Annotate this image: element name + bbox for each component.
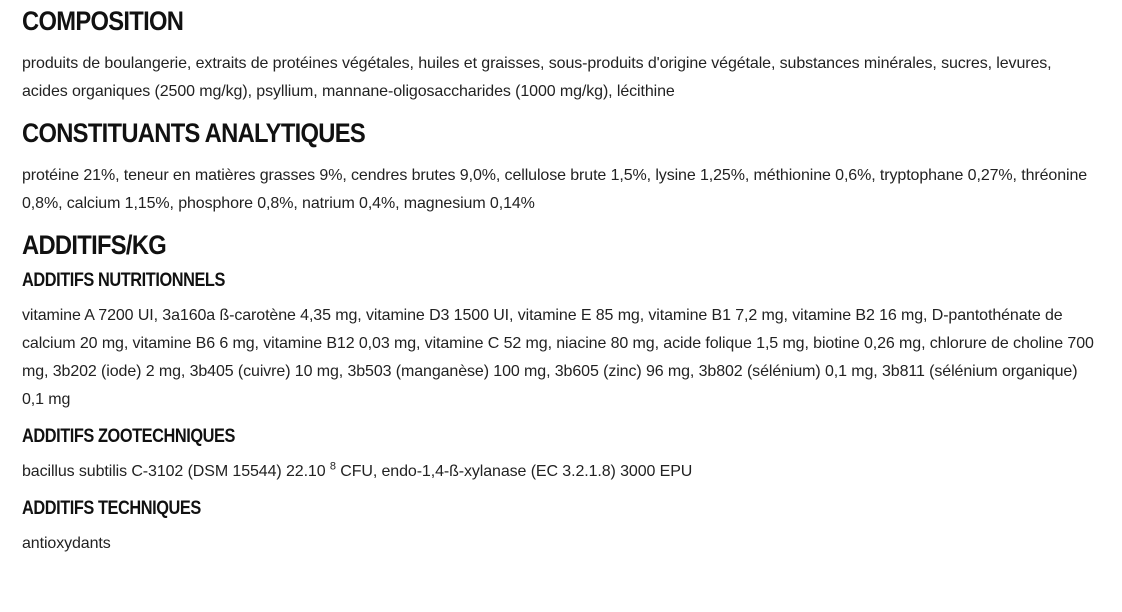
zootechnical-additives-subsection	[22, 425, 1100, 486]
nutritional-additives-text: vitamine A 7200 UI, 3a160a ß-carotène 4,35 mg, vitamine D3 1500 UI, vitamine E 85 mg, vitamine B1 7,2 mg, vitamine B2 16 mg, D-pantothénate de calcium 20 mg, vitamine B6 6 mg, vitamine B12 0,03 mg, vitamine C 52 mg, niacine 80 mg, acide folique 1,5 mg, biotine 0,26 mg, chlorure de choline 700 mg, 3b202 (iode) 2 mg, 3b405 (cuivre) 10 mg, 3b503 (manganèse) 100 mg, 3b605 (zinc) 96 mg, 3b802 (sélénium) 0,1 mg, 3b811 (sélénium organique) 0,1 mg	[22, 307, 1094, 408]
analytical-constituents-text: protéine 21%, teneur en matières grasses 9%, cendres brutes 9,0%, cellulose brute 1,5%, lysine 1,25%, méthionine 0,6%, tryptophane 0,27%, thréonine 0,8%, calcium 1,15%, phosphore 0,8%, natrium 0,4%, magnesium 0,14%	[22, 167, 1088, 212]
analytical-constituents-heading: CONSTITUANTS ANALYTIQUES	[22, 118, 366, 148]
zootechnical-text-after: CFU, endo-1,4-ß-xylanase (EC 3.2.1.8) 3000 EPU	[335, 463, 693, 480]
technical-additives-text: antioxydants	[22, 535, 111, 552]
additives-section	[22, 228, 1100, 558]
composition-section	[22, 4, 1100, 106]
nutritional-additives-heading: ADDITIFS NUTRITIONNELS	[22, 270, 225, 291]
zootechnical-additives-text	[22, 458, 1100, 486]
technical-additives-subsection	[22, 497, 1100, 558]
zootechnical-exponent: 8	[329, 460, 336, 473]
analytical-constituents-section	[22, 116, 1100, 218]
zootechnical-text-before: bacillus subtilis C-3102 (DSM 15544) 22.10	[22, 463, 330, 480]
nutritional-additives-subsection	[22, 269, 1100, 414]
zootechnical-additives-heading: ADDITIFS ZOOTECHNIQUES	[22, 426, 235, 447]
composition-heading: COMPOSITION	[22, 6, 184, 36]
composition-text: produits de boulangerie, extraits de protéines végétales, huiles et graisses, sous-produits d'origine végétale, substances minérales, sucres, levures, acides organiques (2500 mg/kg), psyllium, mannane-oligosaccharides (1000 mg/kg), lécithine	[22, 55, 1052, 100]
technical-additives-heading: ADDITIFS TECHNIQUES	[22, 498, 201, 519]
additives-heading: ADDITIFS/KG	[22, 230, 167, 260]
